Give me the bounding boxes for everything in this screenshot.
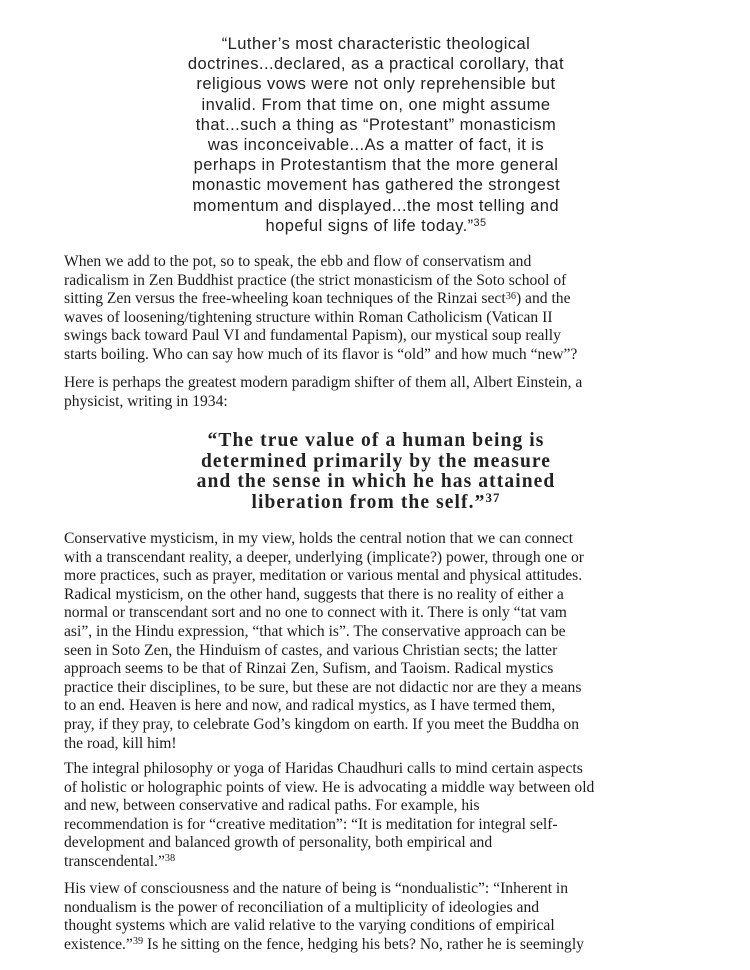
paragraph-line: radicalism in Zen Buddhist practice (the strict monasticism of the Soto school of [64, 271, 567, 289]
line-text: ) and the [515, 290, 571, 308]
paragraph-line: to an end. Heaven is here and now, and radical mystics, as I have termed them, [64, 697, 556, 715]
paragraph-line: asi”, in the Hindu expression, “that which is”. The conservative approach can be [64, 622, 566, 640]
paragraph-line [64, 853, 696, 872]
quote-line: “The true value of a human being is [207, 430, 545, 451]
luther-block-quote [150, 34, 602, 236]
paragraph-line: His view of consciousness and the nature of being is “nondualistic”: “Inherent in [64, 880, 569, 897]
line-text: existence.” [64, 935, 133, 953]
quote-line: perhaps in Protestantism that the more general [193, 156, 559, 175]
paragraph-line: recommendation is for “creative meditation”: “It is meditation for integral self- [64, 815, 558, 833]
einstein-pull-quote [150, 431, 602, 513]
paragraph-line: Here is perhaps the greatest modern paradigm shifter of them all, Albert Einstein, a [64, 374, 583, 391]
paragraph-line: pray, if they pray, to celebrate God’s kingdom on earth. If you meet the Buddha on [64, 715, 580, 733]
paragraph-line: of holistic or holographic points of view. He is advocating a middle way between old [64, 778, 595, 796]
paragraph-line: starts boiling. Who can say how much of its flavor is “old” and how much “new”? [64, 345, 578, 363]
paragraph-line: The integral philosophy or yoga of Haridas Chaudhuri calls to mind certain aspects [64, 760, 583, 777]
paragraph-line: nondualism is the power of reconciliation of a multiplicity of ideologies and [64, 898, 540, 916]
paragraph-line: waves of loosening/tightening structure within Roman Catholicism (Vatican II [64, 308, 553, 326]
quote-line: momentum and displayed...the most telling and [192, 196, 560, 215]
quote-line: “Luther’s most characteristic theological [221, 35, 531, 53]
paragraph-nondualism [64, 880, 696, 954]
paragraph-line: normal or transcendant sort and no one to connect with it. There is only “tat vam [64, 604, 567, 622]
paragraph-einstein-intro [64, 374, 696, 411]
footnote-ref: 39 [132, 936, 144, 948]
paragraph-line: practice their disciplines, to be sure, but these are not didactic nor are they a means [64, 678, 582, 696]
paragraph-line: Radical mysticism, on the other hand, suggests that there is no reality of either a [64, 585, 564, 603]
quote-line: was inconceivable...As a matter of fact, it is [207, 136, 545, 155]
paragraph-line: seen in Soto Zen, the Hinduism of castes, and various Christian sects; the latter [64, 641, 558, 659]
footnote-ref: 36 [505, 290, 516, 302]
footnote-ref: 35 [473, 216, 487, 229]
quote-line: and the sense in which he has attained [196, 471, 556, 493]
paragraph-line: When we add to the pot, so to speak, the ebb and flow of conservatism and [64, 253, 532, 270]
quote-text: hopeful signs of life today.” [265, 216, 474, 235]
line-text: transcendental.” [64, 852, 165, 870]
paragraph-line: with a transcendant reality, a deeper, underlying (implicate?) power, through one or [64, 548, 584, 566]
footnote-ref: 38 [164, 853, 176, 865]
paragraph-line: approach seems to be that of Rinzai Zen, Sufism, and Taoism. Radical mystics [64, 660, 554, 678]
line-text: Is he sitting on the fence, hedging his bets? No, rather he is seemingly [143, 935, 584, 953]
footnote-ref: 37 [485, 491, 501, 505]
paragraph-line: Conservative mysticism, in my view, holds the central notion that we can connect [64, 530, 574, 547]
quote-text: liberation from the self.” [251, 491, 486, 513]
quote-line: doctrines...declared, as a practical corollary, that [187, 55, 565, 74]
paragraph-line: and new, between conservative and radical paths. For example, his [64, 797, 480, 815]
quote-line: invalid. From that time on, one might assume [201, 95, 551, 114]
paragraph-chaudhuri [64, 760, 696, 872]
paragraph-line [64, 936, 696, 955]
paragraph-line: thought systems which are valid relative to the varying conditions of empirical [64, 917, 555, 935]
paragraph-line: more practices, such as prayer, meditation or various mental and physical attitudes. [64, 567, 583, 585]
paragraph-mysticism [64, 530, 696, 753]
line-text: sitting Zen versus the free-wheeling koan techniques of the Rinzai sect [64, 290, 506, 308]
paragraph-line: the road, kill him! [64, 734, 177, 752]
paragraph-line: physicist, writing in 1934: [64, 392, 228, 410]
paragraph-line [64, 290, 696, 309]
quote-line-final [150, 493, 602, 514]
paragraph-line: swings back toward Paul VI and fundamental Papism), our mystical soup really [64, 327, 561, 345]
quote-line: determined primarily by the measure [200, 450, 552, 472]
quote-line: that...such a thing as “Protestant” monasticism [195, 115, 557, 134]
quote-line: monastic movement has gathered the strongest [191, 176, 561, 195]
quote-line: religious vows were not only reprehensible but [196, 75, 556, 94]
quote-line-final [150, 216, 602, 236]
paragraph-zen-catholicism [64, 253, 696, 365]
paragraph-line: development and balanced growth of personality, both empirical and [64, 834, 493, 852]
